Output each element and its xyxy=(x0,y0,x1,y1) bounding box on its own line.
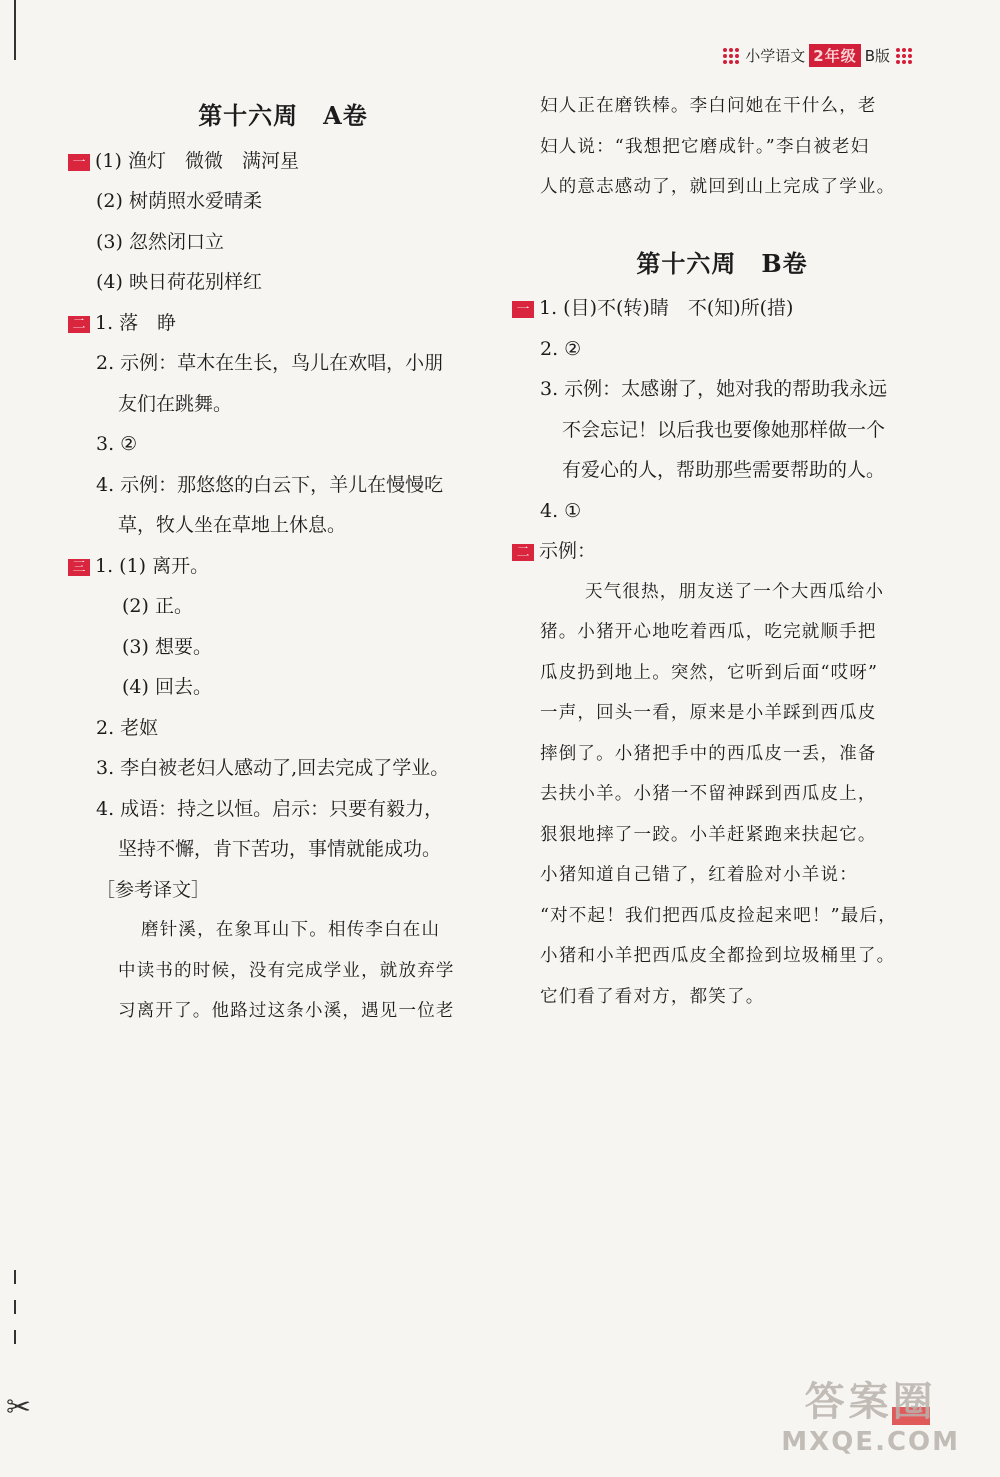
binding-edge-mark xyxy=(14,0,16,60)
watermark xyxy=(781,1370,960,1457)
story-line: 瓜皮扔到地上。突然，它听到后面“哎呀” xyxy=(540,662,879,683)
story-line: 天气很热，朋友送了一个大西瓜给小 xyxy=(585,581,885,602)
answer-line: 草，牧人坐在草地上休息。 xyxy=(118,514,347,536)
answer-line: (1) 渔灯 微微 满河星 xyxy=(95,149,299,172)
answer-line: 1. (1) 离开。 xyxy=(95,554,210,577)
answer-line: 3. 李白被老妇人感动了,回去完成了学业。 xyxy=(96,757,450,779)
subject-label: 小学语文 xyxy=(745,47,806,65)
section-marker: 三 xyxy=(68,559,90,576)
answer-line: 4. ① xyxy=(540,499,582,522)
reference-translation-label: ［参考译文］ xyxy=(96,878,211,901)
story-line: 一声，回头一看，原来是小羊踩到西瓜皮 xyxy=(540,703,877,723)
section-marker: 一 xyxy=(512,301,534,318)
answer-line: 2. 示例：草木在生长，鸟儿在欢唱，小朋 xyxy=(96,352,444,374)
answer-line: (2) 树荫照水爱晴柔 xyxy=(96,190,262,212)
passage-line: 妇人正在磨铁棒。李白问她在干什么，老 xyxy=(540,96,877,116)
answer-line: 不会忘记！以后我也要像她那样做一个 xyxy=(562,418,886,441)
scissors-icon: ✂ xyxy=(6,1390,32,1425)
answer-line: 4. 示例：那悠悠的白云下，羊儿在慢慢吃 xyxy=(96,473,444,496)
answer-line: (4) 回去。 xyxy=(122,676,212,698)
binding-edge-mark xyxy=(14,1270,16,1284)
story-line: 小猪和小羊把西瓜皮全都捡到垃圾桶里了。 xyxy=(540,946,896,966)
story-line: 小猪知道自己错了，红着脸对小羊说： xyxy=(540,865,858,885)
version-label: B版 xyxy=(864,47,890,65)
watermark-logo: 答案圈 xyxy=(804,1379,937,1425)
passage-line: 磨针溪，在象耳山下。相传李白在山 xyxy=(141,920,441,940)
section-title-a: 第十六周 A卷 xyxy=(198,101,368,130)
story-line: 摔倒了。小猪把手中的西瓜皮一丢，准备 xyxy=(540,743,877,764)
left-column xyxy=(68,90,498,1032)
answer-line: 1. 落 睁 xyxy=(95,311,177,334)
dot-grid-icon xyxy=(723,48,739,64)
section-marker: 二 xyxy=(68,316,90,333)
answer-line: 3. 示例：太感谢了，她对我的帮助我永远 xyxy=(540,378,888,400)
dot-grid-icon xyxy=(896,48,912,64)
answer-line: 友们在跳舞。 xyxy=(118,392,233,415)
edition-badge: 2年级 xyxy=(809,44,860,67)
answer-line: 示例： xyxy=(539,540,597,562)
watermark-url: MXQE.COM xyxy=(781,1427,960,1457)
answer-line: (2) 正。 xyxy=(122,595,193,617)
story-line: 它们看了看对方，都笑了。 xyxy=(540,986,765,1007)
section-title-b: 第十六周 B卷 xyxy=(636,248,808,278)
answer-line: (3) 忽然闭口立 xyxy=(96,230,224,253)
passage-line: 人的意志感动了，就回到山上完成了学业。 xyxy=(540,177,896,197)
passage-line: 妇人说：“我想把它磨成针。”李白被老妇 xyxy=(540,136,870,157)
answer-line: 4. 成语：持之以恒。启示：只要有毅力， xyxy=(96,797,444,820)
binding-edge-mark xyxy=(14,1330,16,1344)
answer-line: 3. ② xyxy=(96,433,138,455)
passage-line: 中读书的时候，没有完成学业，就放弃学 xyxy=(118,960,455,981)
story-line: “对不起！我们把西瓜皮捡起来吧！”最后， xyxy=(540,905,897,926)
answer-line: 1. (目)不(转)睛 不(知)所(措) xyxy=(539,297,794,319)
story-line: 去扶小羊。小猪一不留神踩到西瓜皮上， xyxy=(540,784,877,804)
passage-line: 习离开了。他路过这条小溪，遇见一位老 xyxy=(118,1001,455,1021)
section-marker: 一 xyxy=(68,154,90,171)
answer-line: (3) 想要。 xyxy=(122,635,212,658)
answer-line: 坚持不懈，肯下苦功，事情就能成功。 xyxy=(118,838,442,860)
section-marker: 二 xyxy=(512,544,534,561)
story-line: 猪。小猪开心地吃着西瓜，吃完就顺手把 xyxy=(540,622,877,642)
binding-edge-mark xyxy=(14,1300,16,1314)
page-header xyxy=(717,44,918,67)
answer-line: 2. ② xyxy=(540,337,582,360)
answer-line: (4) 映日荷花别样红 xyxy=(96,271,262,293)
right-column xyxy=(512,90,932,1017)
answer-line: 2. 老妪 xyxy=(96,716,159,739)
answer-line: 有爱心的人，帮助那些需要帮助的人。 xyxy=(562,459,886,481)
story-line: 狠狠地摔了一跤。小羊赶紧跑来扶起它。 xyxy=(540,824,877,845)
